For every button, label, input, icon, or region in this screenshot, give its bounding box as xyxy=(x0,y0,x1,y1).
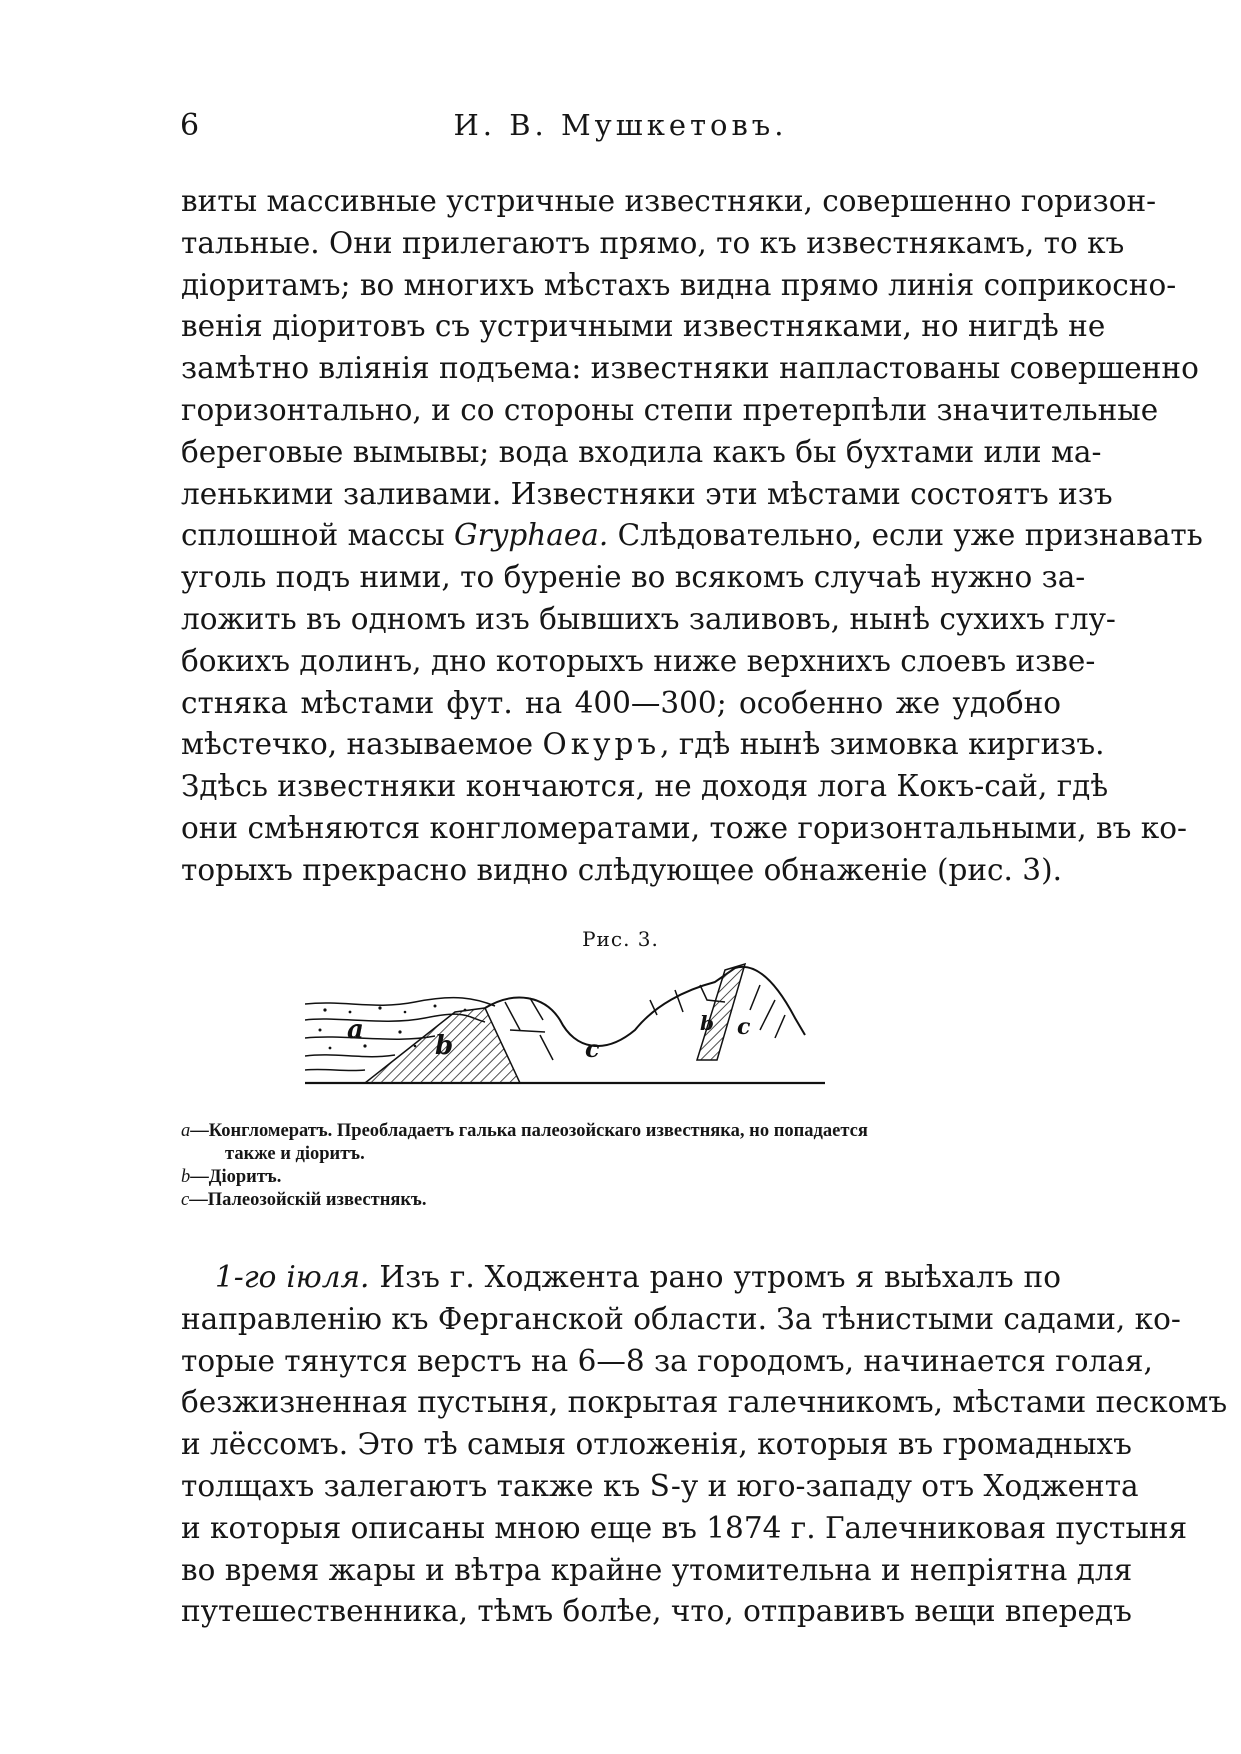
running-head: И. В. Мушкетовъ. xyxy=(453,108,788,142)
geological-section-figure xyxy=(305,960,915,1110)
text-line: безжизненная пустыня, покрытая галечникомъ, мѣстами пескомъ xyxy=(181,1385,1228,1420)
paragraph-2 xyxy=(181,1257,1228,1633)
text-line: діоритамъ; во многихъ мѣстахъ видна прямо линія соприкосно- xyxy=(181,267,1177,302)
text-line: торыхъ прекрасно видно слѣдующее обнаженіе (рис. 3). xyxy=(181,852,1062,887)
text-line: во время жары и вѣтра крайне утомительна и непріятна для xyxy=(181,1552,1133,1587)
text-segment: Изъ г. Ходжента рано утромъ я выѣхалъ по xyxy=(369,1260,1061,1294)
legend-letter: b xyxy=(181,1167,191,1187)
text-line: и которыя описаны мною еще въ 1874 г. Галечниковая пустыня xyxy=(181,1510,1188,1545)
page-number: 6 xyxy=(180,108,200,143)
text-line: уголь подъ ними, то буреніе во всякомъ случаѣ нужно за- xyxy=(181,560,1086,595)
text-line: береговые вымывы; вода входила какъ бы бухтами или ма- xyxy=(181,434,1102,469)
text-line: бокихъ долинъ, дно которыхъ ниже верхнихъ слоевъ изве- xyxy=(181,643,1096,678)
legend-letter: a xyxy=(181,1121,191,1141)
text-line: торые тянутся верстъ на 6—8 за городомъ, начинается голая, xyxy=(181,1343,1153,1378)
legend-text: —Діоритъ. xyxy=(190,1167,282,1187)
figure-legend xyxy=(181,1120,1066,1212)
text-line: они смѣняются конгломератами, тоже горизонтальными, въ ко- xyxy=(181,810,1187,845)
legend-text: также и діоритъ. xyxy=(225,1144,365,1164)
text-line: замѣтно вліянія подъема: известняки напластованы совершенно xyxy=(181,351,1199,386)
place-name: Окуръ xyxy=(542,727,661,762)
figure-caption: Рис. 3. xyxy=(582,927,659,951)
text-line: тальные. Они прилегаютъ прямо, то къ известнякамъ, то къ xyxy=(181,225,1125,260)
page-header xyxy=(0,108,1241,148)
legend-text: —Палеозойскій известнякъ. xyxy=(189,1190,427,1210)
text-line: стняка мѣстами фут. на 400—300; особенно же удобно xyxy=(181,685,1061,720)
text-line: направленію къ Ферганской области. За тѣнистыми садами, ко- xyxy=(181,1301,1181,1336)
text-segment: Слѣдовательно, если уже признавать xyxy=(608,518,1203,553)
text-line: ленькими заливами. Известняки эти мѣстами состоятъ изъ xyxy=(181,476,1113,511)
figure-label-b: b xyxy=(700,1011,714,1035)
legend-item xyxy=(181,1189,1066,1212)
figure-label-c: c xyxy=(585,1034,600,1063)
text-line: венія діоритовъ съ устричными известняками, но нигдѣ не xyxy=(181,309,1106,344)
text-line xyxy=(181,724,1105,766)
figure-label-a: a xyxy=(347,1015,364,1045)
text-line: ложить въ одномъ изъ бывшихъ заливовъ, нынѣ сухихъ глу- xyxy=(181,601,1116,636)
legend-item xyxy=(181,1120,1066,1143)
legend-item-continuation xyxy=(181,1143,1066,1166)
text-segment: , гдѣ нынѣ зимовка киргизъ. xyxy=(660,727,1105,762)
figure-label-c: c xyxy=(737,1014,751,1040)
text-line: путешественника, тѣмъ болѣе, что, отправивъ вещи впередъ xyxy=(181,1594,1132,1629)
figure-label-b: b xyxy=(435,1031,454,1061)
text-line: Здѣсь известняки кончаются, не доходя лога Кокъ-сай, гдѣ xyxy=(181,769,1109,804)
date-heading: 1-го іюля. xyxy=(215,1260,370,1294)
legend-letter: c xyxy=(181,1190,190,1210)
text-line: и лёссомъ. Это тѣ самыя отложенія, которыя въ громадныхъ xyxy=(181,1427,1132,1462)
text-line: виты массивные устричные известняки, совершенно горизон- xyxy=(181,184,1157,218)
text-segment: мѣстечко, называемое xyxy=(181,727,543,762)
legend-text: —Конгломератъ. Преобладаетъ галька палеозойскаго известняка, но попадается xyxy=(190,1121,868,1141)
text-line: горизонтально, и со стороны степи претерпѣли значительные xyxy=(181,392,1159,427)
text-line xyxy=(181,515,1203,557)
legend-item xyxy=(181,1166,1066,1189)
text-line: толщахъ залегаютъ также къ S-у и юго-западу отъ Ходжента xyxy=(181,1468,1139,1503)
text-line xyxy=(181,1257,1061,1299)
text-segment: сплошной массы xyxy=(181,518,455,553)
paragraph-1 xyxy=(181,181,1203,892)
limestone-profile xyxy=(485,967,805,1046)
genus-name: Gryphaea. xyxy=(454,518,609,553)
